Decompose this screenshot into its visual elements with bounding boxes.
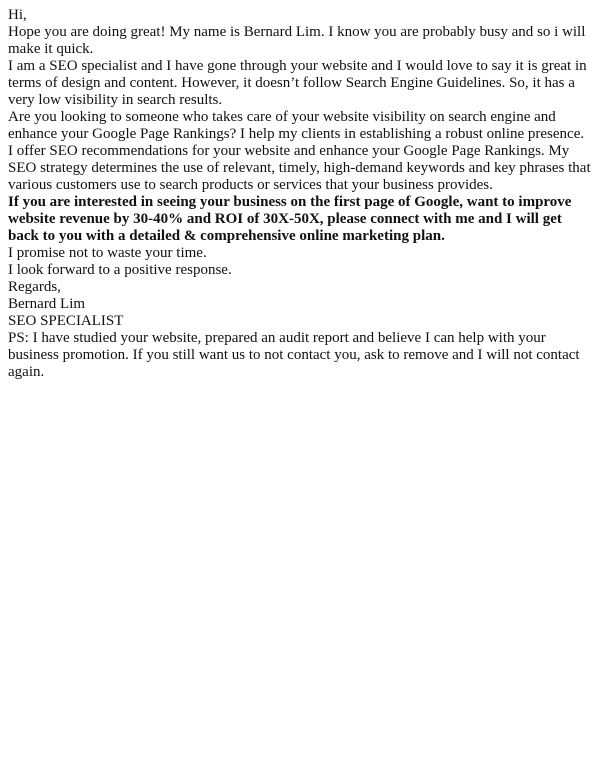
- call-to-action: If you are interested in seeing your business on the first page of Google, want to improve website revenue by 30-40% and ROI of 30X-50X, please connect with me and I will get back to you with a detailed & comprehensive online marketing plan.: [8, 194, 572, 244]
- greeting: Hi,: [8, 7, 27, 23]
- email-body: [0, 0, 600, 381]
- website-assessment-paragraph: I am a SEO specialist and I have gone through your website and I would love to say it is great in terms of design and content. However, it doesn’t follow Search Engine Guidelines. So, it has a very low visibility in search results.: [8, 58, 587, 108]
- closing: Regards,: [8, 279, 61, 295]
- postscript: PS: I have studied your website, prepared an audit report and believe I can help with your business promotion. If you still want us to not contact you, ask to remove and I will not contact again.: [8, 330, 580, 380]
- intro-paragraph: Hope you are doing great! My name is Bernard Lim. I know you are probably busy and so i will make it quick.: [8, 24, 586, 57]
- look-forward-line: I look forward to a positive response.: [8, 262, 232, 278]
- sender-name: Bernard Lim: [8, 296, 86, 312]
- services-paragraph: Are you looking to someone who takes care of your website visibility on search engine and enhance your Google Page Rankings? I help my clients in establishing a robust online presence. I offer SEO recommendations for your website and enhance your Google Page Rankings. My SEO strategy determines the use of relevant, timely, high-demand keywords and key phrases that various customers use to search products or services that your business provides.: [8, 109, 591, 193]
- sender-title: SEO SPECIALIST: [8, 313, 124, 329]
- promise-line: I promise not to waste your time.: [8, 245, 207, 261]
